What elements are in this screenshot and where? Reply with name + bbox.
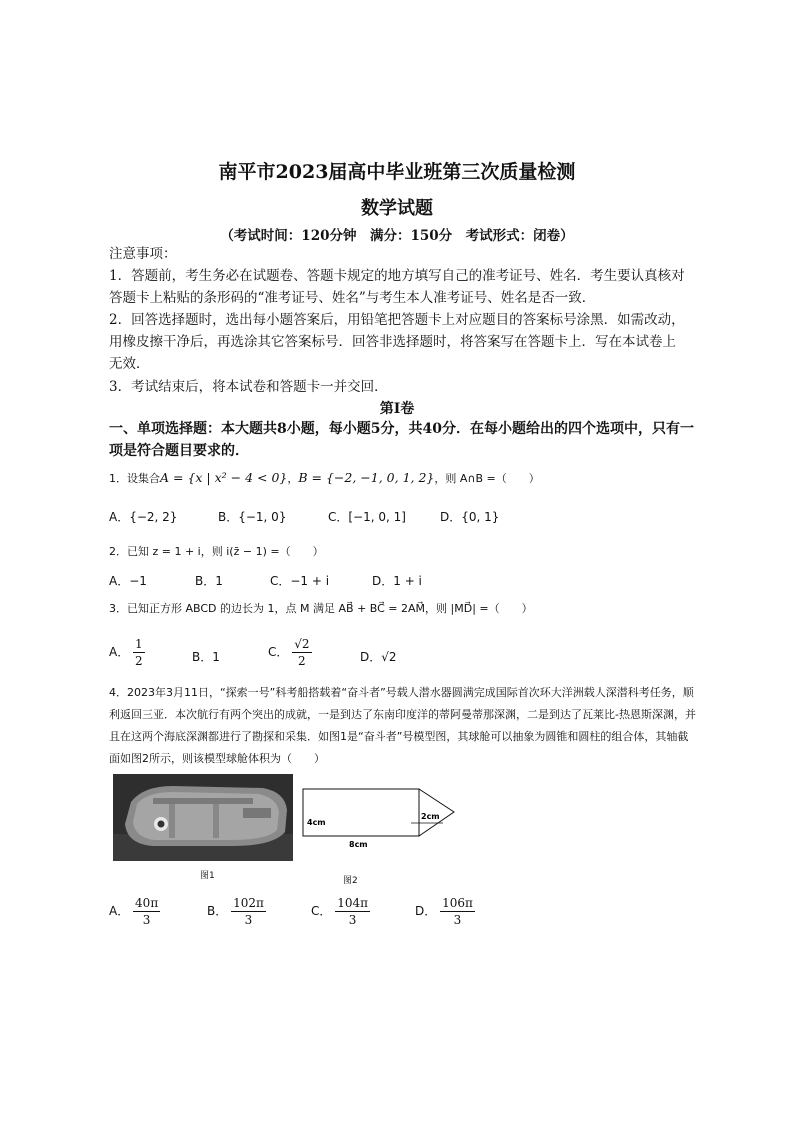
fig1-caption: 图1 [200, 871, 215, 881]
q4-option-d-den: 3 [453, 913, 462, 927]
q3-option-b-label: B． [192, 650, 213, 664]
part1-instructions: 一、单项选择题：本大题共8小题，每小题5分，共40分．在每小题给出的四个选项中，只有一项是符合题目要求的． [109, 421, 694, 459]
notice-item-3: 3．考试结束后，将本试卷和答题卡一并交回． [109, 379, 388, 395]
q3-option-d-value: √2 [381, 650, 397, 664]
q1-option-b: B．{−1, 0} [218, 510, 287, 524]
q4-option-b-num: 102π [233, 896, 264, 910]
q4-option-b-den: 3 [244, 913, 253, 927]
fig2-caption: 图2 [343, 876, 358, 886]
q3-option-a-label: A． [109, 645, 130, 659]
q1-option-c: C．[−1, 0, 1] [328, 510, 406, 524]
q4-option-b-label: B． [207, 904, 228, 918]
q3-option-c-label: C． [268, 645, 289, 659]
q4-option-c-den: 3 [348, 913, 357, 927]
q3-option-d [360, 648, 397, 665]
q3-option-a-num: 1 [135, 637, 143, 651]
q3-option-a [109, 636, 145, 669]
q4-option-a [109, 895, 160, 928]
submersible-photo [113, 774, 293, 861]
q4-option-d [415, 895, 475, 928]
volume-title: 第Ⅰ卷 [379, 401, 415, 417]
cone-dimension: 2cm [421, 812, 440, 821]
q2-option-b: B．1 [195, 574, 223, 588]
cylinder-section [303, 789, 419, 836]
q1-prefix: 1．设集合 [109, 472, 160, 485]
q4-option-a-den: 3 [142, 913, 151, 927]
height-dimension: 4cm [307, 818, 326, 827]
cross-section-diagram [296, 780, 466, 850]
q4-option-b-fraction [231, 895, 266, 928]
q1-option-a: A．{−2, 2} [109, 510, 178, 524]
q4-option-c-num: 104π [337, 896, 369, 910]
q4-option-a-num: 40π [135, 896, 159, 910]
length-dimension: 8cm [349, 840, 368, 849]
q1-option-d: D．{0, 1} [440, 510, 500, 524]
q4-stem: 4．2023年3月11日，“探索一号”科考船搭载着“奋斗者”号载人潜水器圆满完成国际首次环大洋洲载人深潜科考任务，顺利返回三亚．本次航行有两个突出的成就，一是到达了东南印度洋的蒂阿曼蒂那深渊，二是到达了瓦莱比-热恩斯深渊，并且在这两个海底深渊都进行了勘探和采集．如图1是“奋斗者”号模型图，其球舱可以抽象为圆锥和圆柱的组合体，其轴截面如图2所示，则该模型球舱体积为（ ） [109, 686, 696, 765]
exam-title: 南平市2023届高中毕业班第三次质量检测 [218, 161, 576, 183]
notice-item-2: 2．回答选择题时，选出每小题答案后，用铅笔把答题卡上对应题目的答案标号涂黑．如需改动，用橡皮擦干净后，再选涂其它答案标号．回答非选择题时，将答案写在答题卡上．写在本试卷上无效． [109, 312, 685, 372]
q1-stem [109, 470, 540, 486]
q3-option-b-value: 1 [212, 650, 220, 664]
q1-set-a: A = {x | x² − 4 < 0} [160, 470, 288, 485]
notice-heading: 注意事项： [109, 246, 177, 262]
q4-option-d-num: 106π [442, 896, 473, 910]
q4-option-d-label: D． [415, 904, 437, 918]
q4-option-b [207, 895, 266, 928]
q2-stem: 2．已知 z = 1 + i，则 i(z̄ − 1) =（ ） [109, 545, 324, 558]
q2-option-d: D．1 + i [372, 574, 422, 588]
q3-stem: 3．已知正方形 ABCD 的边长为 1，点 M 满足 AB⃗ + BC⃗ = 2AM⃗，则 |MD⃗| =（ ） [109, 602, 533, 615]
q3-option-c [268, 636, 312, 669]
exam-meta: （考试时间：120分钟 满分：150分 考试形式：闭卷） [220, 228, 574, 244]
q1-suffix: ，则 A∩B =（ ） [434, 472, 540, 485]
q2-option-a: A．−1 [109, 574, 147, 588]
exam-subject: 数学试题 [361, 198, 433, 219]
q4-option-c [311, 895, 370, 928]
q2-option-c: C．−1 + i [270, 574, 330, 588]
submersible-illustration [113, 774, 293, 861]
q4-option-c-fraction [335, 895, 370, 928]
q3-option-c-num: √2 [294, 637, 310, 651]
notice-item-1: 1．答题前，考生务必在试题卷、答题卡规定的地方填写自己的准考证号、姓名．考生要认真核对答题卡上粘贴的条形码的“准考证号、姓名”与考生本人准考证号、姓名是否一致． [109, 268, 685, 306]
q1-sep: ， [287, 472, 299, 485]
q4-option-c-label: C． [311, 904, 332, 918]
q3-option-d-label: D． [360, 650, 382, 664]
q3-option-c-fraction [292, 636, 311, 669]
q3-option-b [192, 648, 220, 665]
q4-option-a-label: A． [109, 904, 130, 918]
q3-option-a-fraction [133, 636, 145, 669]
q3-option-a-den: 2 [135, 654, 143, 668]
q4-option-a-fraction [133, 895, 160, 928]
q4-option-d-fraction [440, 895, 475, 928]
q1-set-b: B = {−2, −1, 0, 1, 2} [298, 470, 435, 485]
q3-option-c-den: 2 [298, 654, 306, 668]
